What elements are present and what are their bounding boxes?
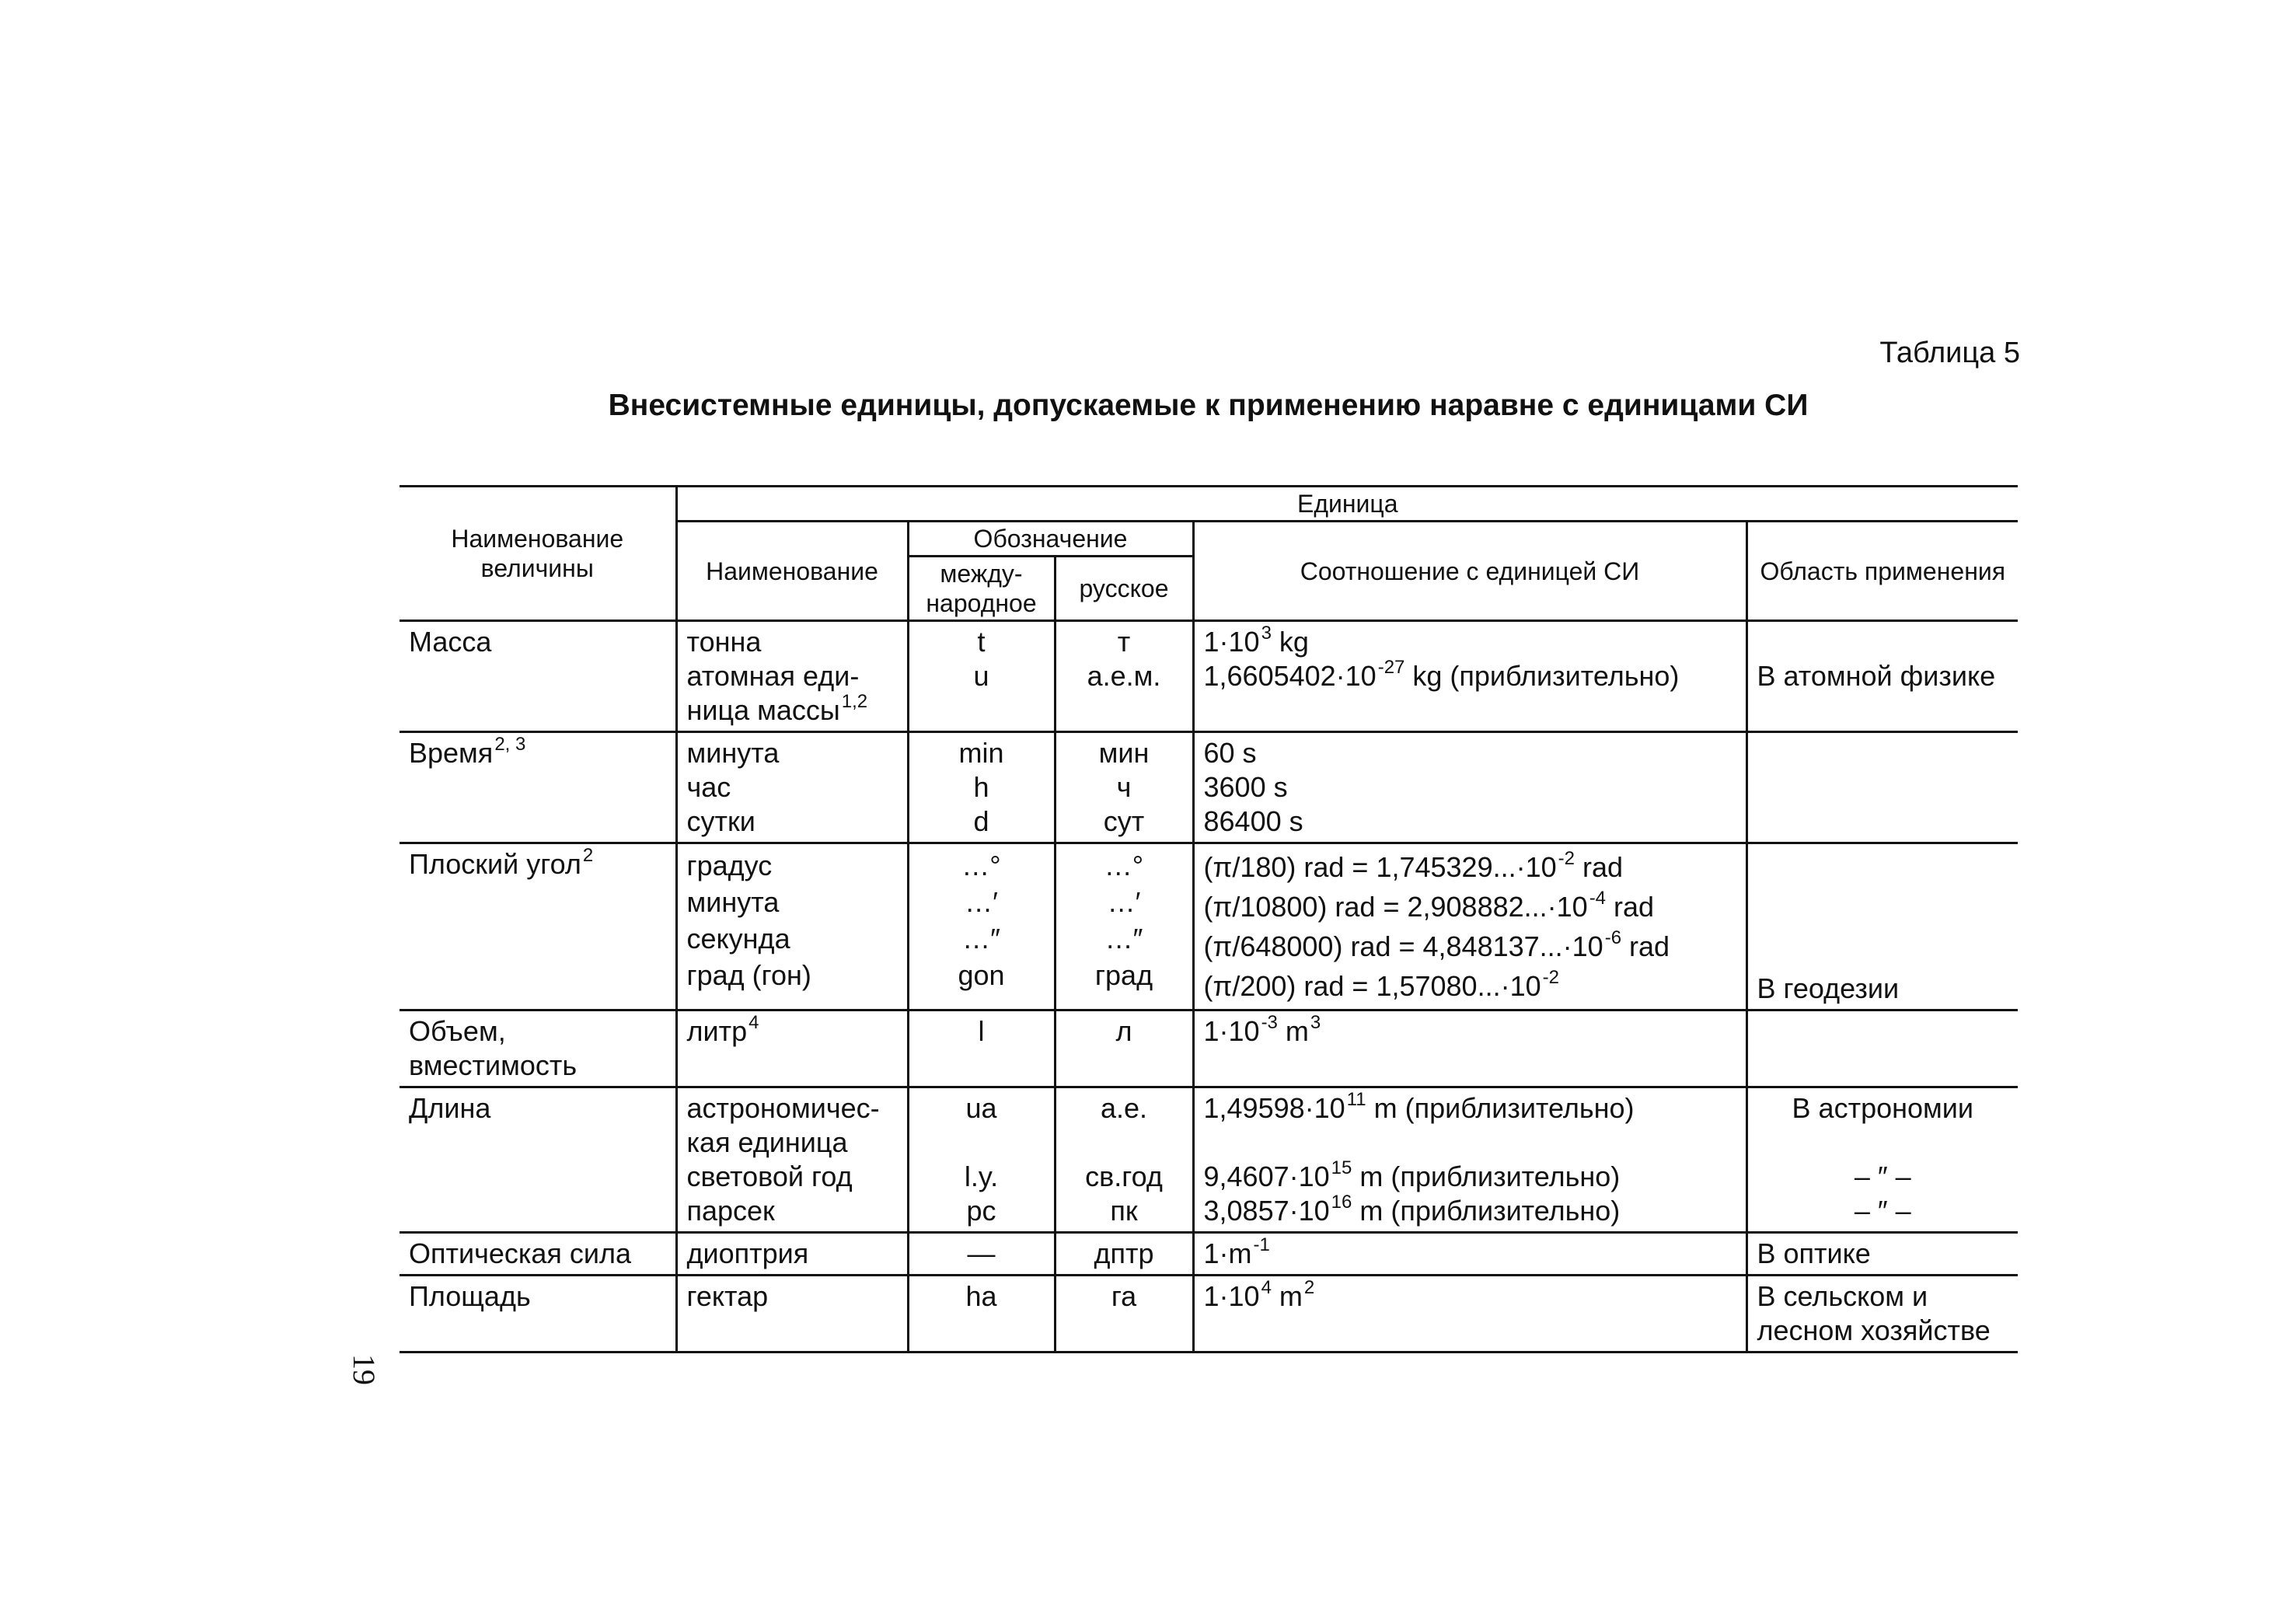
header-quantity: Наименование величины xyxy=(400,487,676,621)
unit-name-cell: минута час сутки xyxy=(676,732,908,843)
table-row xyxy=(400,1233,2018,1276)
table-row xyxy=(400,1010,2018,1087)
units-table xyxy=(400,485,2018,1353)
relation-cell: $1,49598\cdot 10^{11}$ m (приблизительно) $9,4607\cdot 10^{15}$ m (приблизительно) $3,0857\cdot 10^{16}$ m (приблизительно) xyxy=(1193,1087,1746,1233)
header-relation: Соотношение с единицей СИ xyxy=(1193,522,1746,621)
quantity-cell: Оптическая сила xyxy=(400,1233,676,1276)
rus-symbol-cell: …° …′ …″ град xyxy=(1055,843,1193,1010)
table-title: Внесистемные единицы, допускаемые к применению наравне с единицами СИ xyxy=(608,389,1809,422)
rus-symbol-cell: га xyxy=(1055,1276,1193,1352)
table-caption: Таблица 5 xyxy=(1879,337,2020,369)
header-international: между-народное xyxy=(908,557,1055,621)
quantity-cell: Объем, вместимость xyxy=(400,1010,676,1087)
intl-symbol-cell: — xyxy=(908,1233,1055,1276)
quantity-cell: Время$^{2, 3}$ xyxy=(400,732,676,843)
intl-symbol-cell: …° …′ …″ gon xyxy=(908,843,1055,1010)
intl-symbol-cell: ua l.y. pc xyxy=(908,1087,1055,1233)
rus-symbol-cell: мин ч сут xyxy=(1055,732,1193,843)
rus-symbol-cell: дптр xyxy=(1055,1233,1193,1276)
header-field: Область применения xyxy=(1746,522,2018,621)
table-row xyxy=(400,843,2018,1010)
table-row xyxy=(400,732,2018,843)
field-cell: В геодезии xyxy=(1746,843,2018,1010)
field-cell: В астрономии – ″ – – ″ – xyxy=(1746,1087,2018,1233)
unit-name-cell: астрономичес- кая единица световой год парсек xyxy=(676,1087,908,1233)
unit-name-cell: литр$^4$ xyxy=(676,1010,908,1087)
unit-name-cell: гектар xyxy=(676,1276,908,1352)
unit-name-cell: градус минута секунда град (гон) xyxy=(676,843,908,1010)
relation-cell: (π/180) rad = $1,745329...\cdot 10^{-2}$ rad (π/10800) rad = $2,908882...\cdot 10^{-4}$ rad (π/648000) rad = $4,848137...\cdot 10^{-6}$ rad (π/200) rad = $1,57080...\cdot 10^{-2}$ xyxy=(1193,843,1746,1010)
quantity-cell: Длина xyxy=(400,1087,676,1233)
relation-cell: 60 s 3600 s 86400 s xyxy=(1193,732,1746,843)
quantity-cell: Масса xyxy=(400,621,676,732)
header-designation: Обозначение xyxy=(908,522,1193,557)
table-row xyxy=(400,621,2018,732)
field-cell: В оптике xyxy=(1746,1233,2018,1276)
header-russian: русское xyxy=(1055,557,1193,621)
intl-symbol-cell: l xyxy=(908,1010,1055,1087)
intl-symbol-cell: min h d xyxy=(908,732,1055,843)
relation-cell: $1\cdot 10^{-3}$ $m^3$ xyxy=(1193,1010,1746,1087)
field-cell: В атомной физике xyxy=(1746,621,2018,732)
field-cell xyxy=(1746,732,2018,843)
unit-name-cell: тонна атомная еди- ница массы$^{1,2}$ xyxy=(676,621,908,732)
relation-cell: $1\cdot 10^3$ kg $1,6605402\cdot 10^{-27}$ kg (приблизительно) xyxy=(1193,621,1746,732)
intl-symbol-cell: ha xyxy=(908,1276,1055,1352)
quantity-cell: Площадь xyxy=(400,1276,676,1352)
page-number: 19 xyxy=(347,1354,382,1385)
rus-symbol-cell: т а.е.м. xyxy=(1055,621,1193,732)
relation-cell: $1\cdot 10^4$ $m^2$ xyxy=(1193,1276,1746,1352)
header-unit: Единица xyxy=(676,487,2018,522)
unit-name-cell: диоптрия xyxy=(676,1233,908,1276)
field-cell: В сельском и лесном хозяйстве xyxy=(1746,1276,2018,1352)
rus-symbol-cell: а.е. св.год пк xyxy=(1055,1087,1193,1233)
quantity-cell: Плоский угол$^2$ xyxy=(400,843,676,1010)
rus-symbol-cell: л xyxy=(1055,1010,1193,1087)
field-cell xyxy=(1746,1010,2018,1087)
intl-symbol-cell: t u xyxy=(908,621,1055,732)
table-row xyxy=(400,1276,2018,1352)
relation-cell: $1\cdot m^{-1}$ xyxy=(1193,1233,1746,1276)
table-row xyxy=(400,1087,2018,1233)
header-name: Наименование xyxy=(676,522,908,621)
